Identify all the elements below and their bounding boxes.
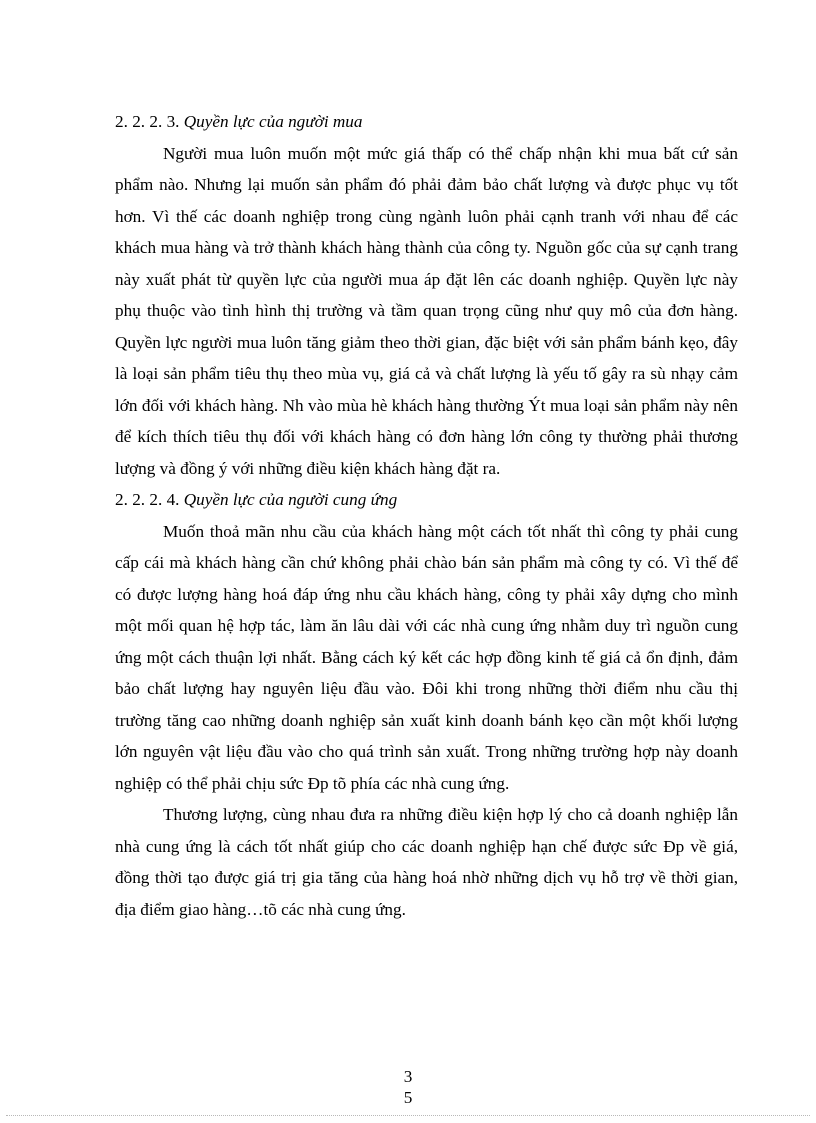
section-heading-supplier-power bbox=[115, 484, 738, 516]
section-title: Quyền lực của người mua bbox=[183, 112, 363, 131]
page-number-line: 3 bbox=[403, 1067, 413, 1086]
section-number: 2. 2. 2. 3. bbox=[115, 112, 180, 131]
page-content bbox=[115, 106, 738, 925]
page-number bbox=[404, 1066, 413, 1108]
paragraph: Thương lượng, cùng nhau đưa ra những điều kiện hợp lý cho cả doanh nghiệp lẫn nhà cung ứng là cách tốt nhất giúp cho các doanh nghiệp hạn chế được sức Ðp về giá, đồng thời tạo được giá trị gia tăng của hàng hoá nhờ những dịch vụ hỗ trợ về thời gian, địa điểm giao hàng…tõ các nhà cung ứng. bbox=[115, 805, 738, 919]
paragraph: Người mua luôn muốn một mức giá thấp có thể chấp nhận khi mua bất cứ sản phẩm nào. Nhưng lại muốn sản phẩm đó phải đảm bảo chất lượng và được phục vụ tốt hơn. Vì thế các doanh nghiệp trong cùng ngành luôn phải cạnh tranh với nhau để các khách mua hàng và trở thành khách hàng thành của công ty. Nguồn gốc của sự cạnh trang này xuất phát từ quyền lực của người mua áp đặt lên các doanh nghiệp. Quyền lực này phụ thuộc vào tình hình thị trường và tầm quan trọng cũng như quy mô của đơn hàng. Quyền lực người mua luôn tăng giảm theo thời gian, đặc biệt với sản phẩm bánh kẹo, đây là loại sản phẩm tiêu thụ theo mùa vụ, giá cả và chất lượng là yếu tố gây ra sù nhạy cảm lớn đối với khách hàng. Nh vào mùa hè khách hàng thường Ýt mua loại sản phẩm này nên để kích thích tiêu thụ đối với khách hàng có đơn hàng lớn công ty thường phải thương lượng và đồng ý với những điều kiện khách hàng đặt ra. bbox=[115, 143, 738, 478]
page-bottom-divider bbox=[6, 1115, 810, 1116]
paragraph: Muốn thoả mãn nhu cầu của khách hàng một cách tốt nhất thì công ty phải cung cấp cái mà khách hàng cần chứ không phải chào bán sản phẩm mà công ty có. Vì thế để có được lượng hàng hoá đáp ứng nhu cầu khách hàng, công ty phải xây dựng cho mình một mối quan hệ hợp tác, làm ăn lâu dài với các nhà cung ứng nhằm duy trì nguồn cung ứng một cách thuận lợi nhất. Bằng cách ký kết các hợp đồng kinh tế giá cả ổn định, đảm bảo chất lượng hay nguyên liệu đầu vào. Đôi khi trong những thời điểm nhu cầu thị trường tăng cao những doanh nghiệp sản xuất kinh doanh bánh kẹo cần một khối lượng lớn nguyên vật liệu đầu vào cho quá trình sản xuất. Trong những trường hợp này doanh nghiệp có thể phải chịu sức Ðp tõ phía các nhà cung ứng. bbox=[115, 521, 738, 793]
section-heading-buyer-power bbox=[115, 106, 738, 138]
section-number: 2. 2. 2. 4. bbox=[115, 490, 180, 509]
page-number-line: 5 bbox=[403, 1088, 413, 1107]
section-title: Quyền lực của người cung ứng bbox=[183, 490, 398, 509]
